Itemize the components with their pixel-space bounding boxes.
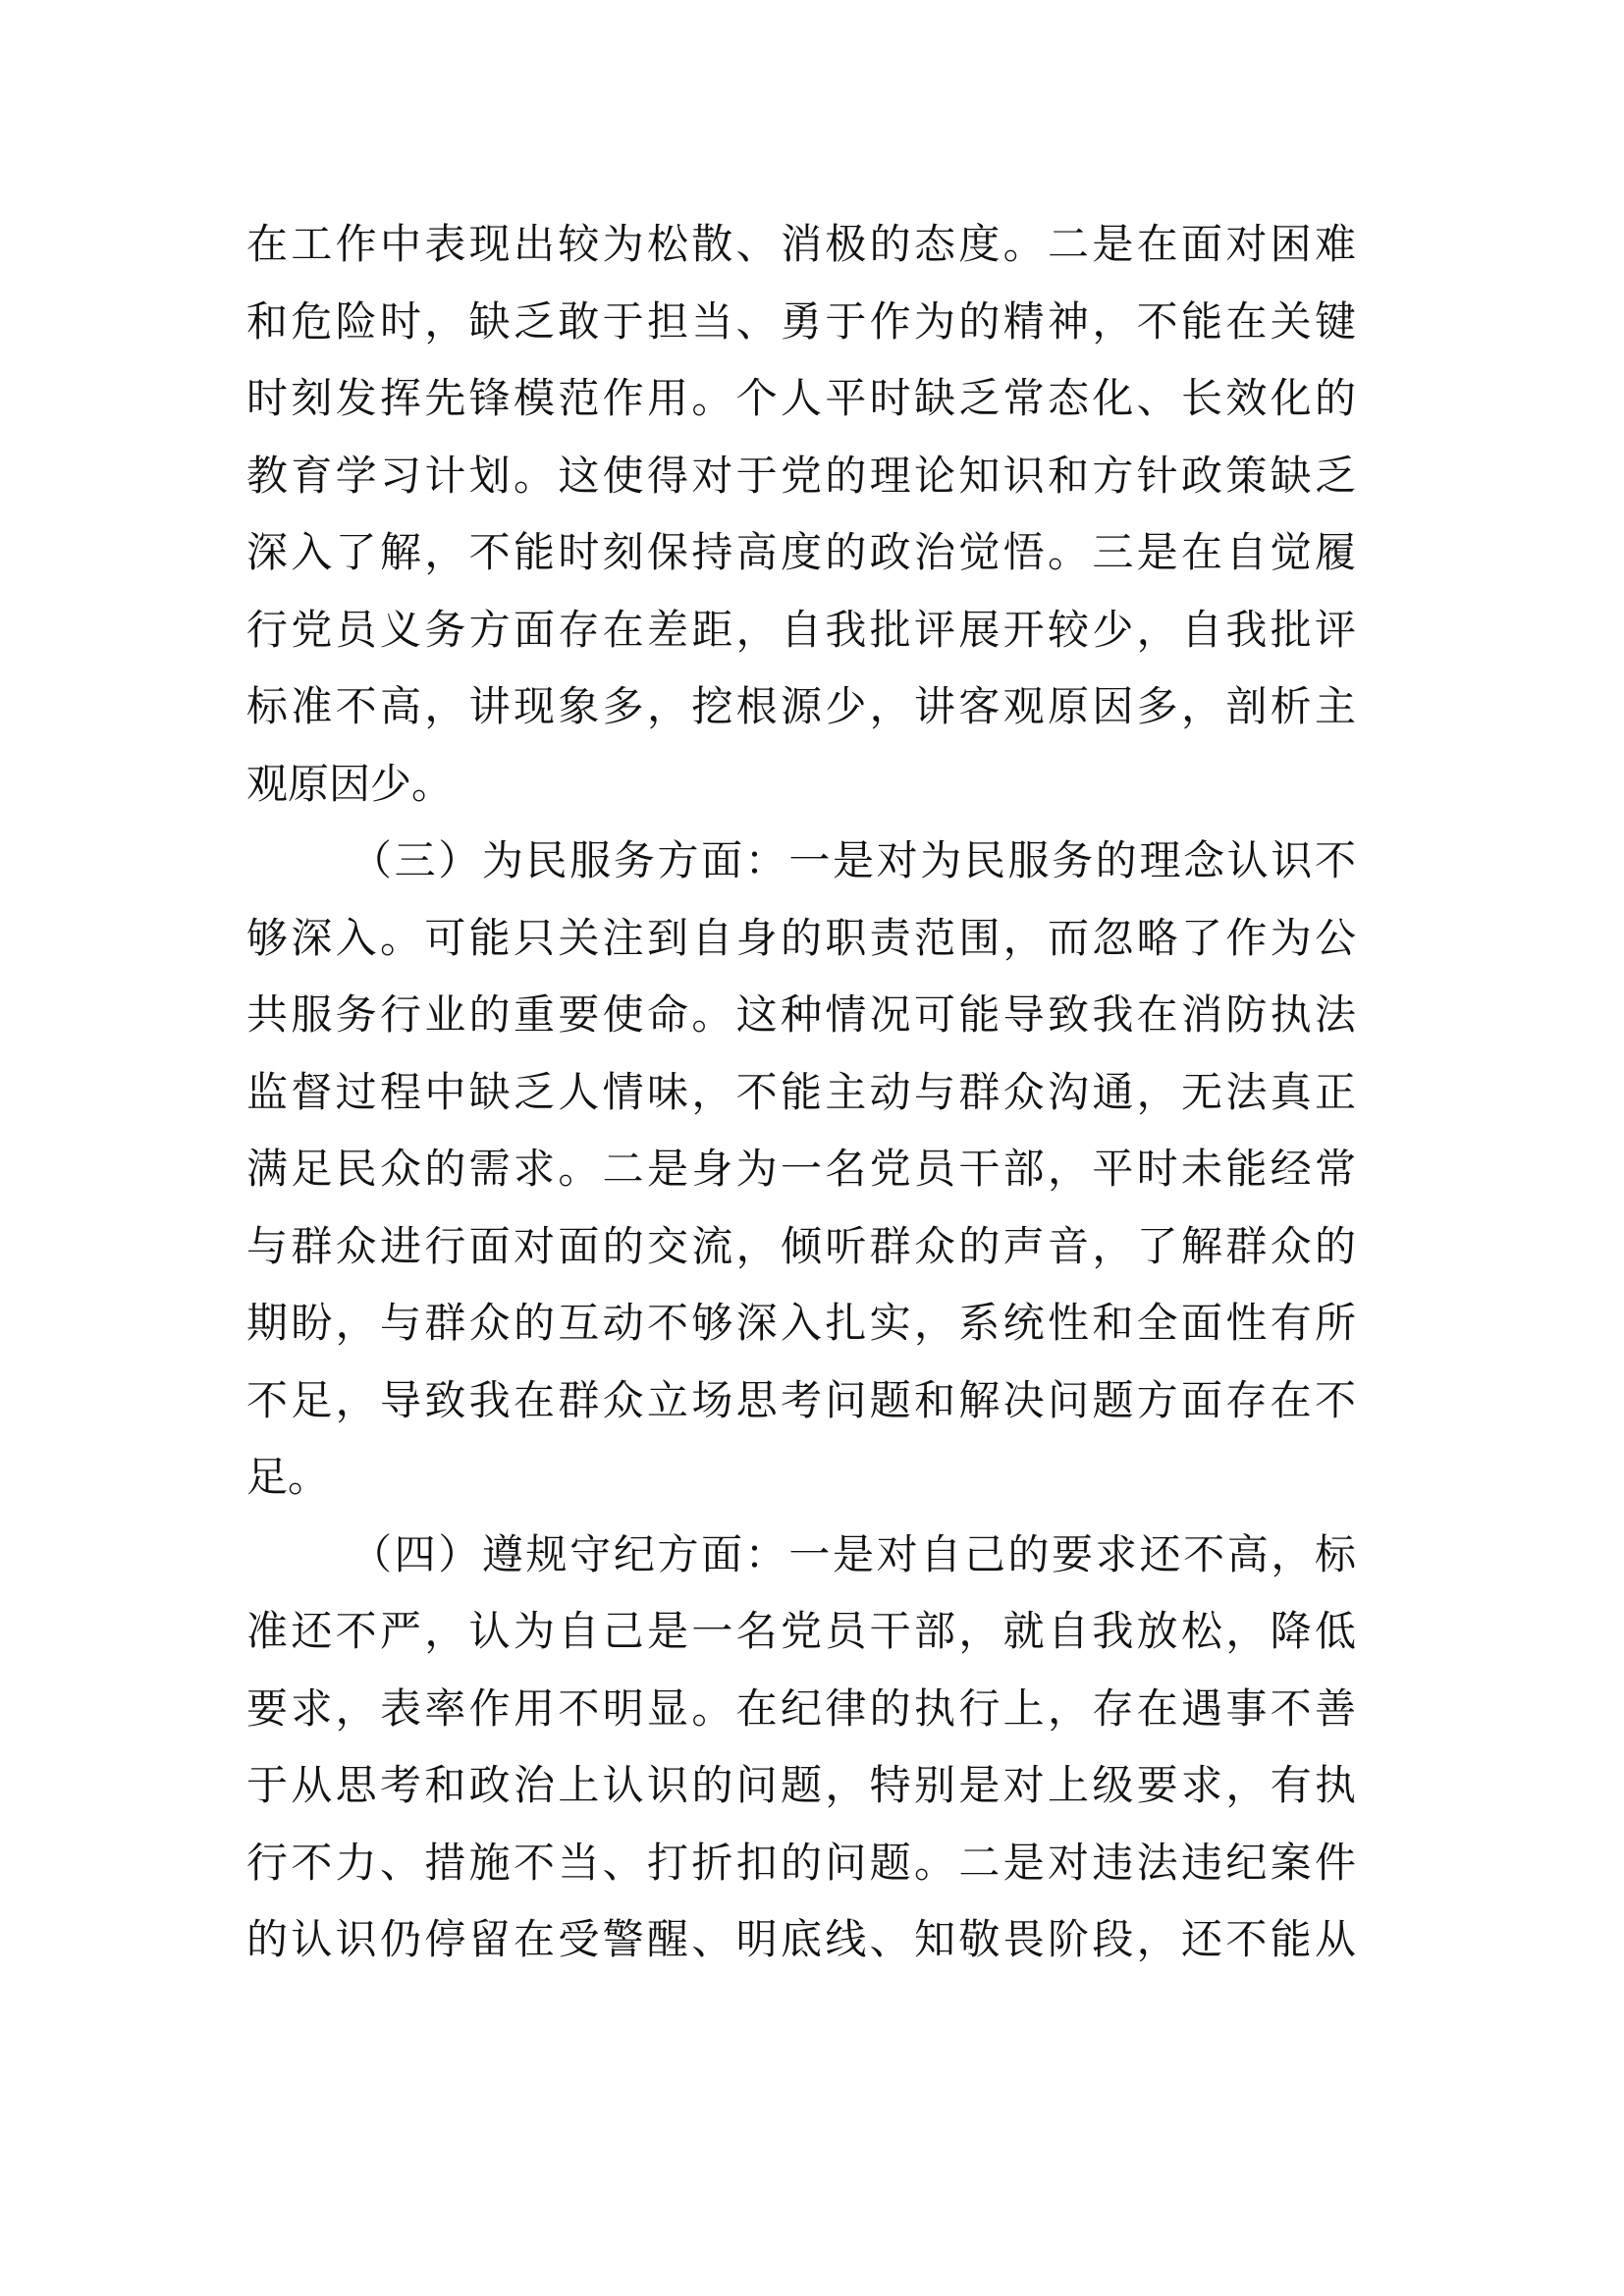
- text-line: 期盼，与群众的互动不够深入扎实，系统性和全面性有所: [246, 1299, 1356, 1347]
- text-line: 行不力、措施不当、打折扣的问题。二是对违法违纪案件: [246, 1838, 1356, 1887]
- text-line: 行党员义务方面存在差距，自我批评展开较少，自我批评: [246, 605, 1356, 654]
- paragraph-heading-line: （三）为民服务方面：一是对为民服务的理念认识不: [351, 836, 1356, 884]
- text-line: 深入了解，不能时刻保持高度的政治觉悟。三是在自觉履: [246, 528, 1356, 576]
- text-line: 共服务行业的重要使命。这种情况可能导致我在消防执法: [246, 990, 1356, 1039]
- text-line: 不足，导致我在群众立场思考问题和解决问题方面存在不: [246, 1375, 1356, 1424]
- text-line: 满足民众的需求。二是身为一名党员干部，平时未能经常: [246, 1145, 1356, 1193]
- paragraph-continuation: [246, 206, 1356, 823]
- text-line: 标准不高，讲现象多，挖根源少，讲客观原因多，剖析主: [246, 682, 1356, 730]
- paragraph-discipline: [246, 1517, 1356, 1979]
- text-line: 在工作中表现出较为松散、消极的态度。二是在面对困难: [246, 220, 1356, 268]
- text-line: 的认识仍停留在受警醒、明底线、知敬畏阶段，还不能从: [246, 1915, 1356, 1963]
- text-line: 教育学习计划。这使得对于党的理论知识和方针政策缺乏: [246, 451, 1356, 500]
- paragraph-heading-line: （四）遵规守纪方面：一是对自己的要求还不高，标: [351, 1529, 1356, 1578]
- text-line: 足。: [246, 1453, 330, 1501]
- text-line: 要求，表率作用不明显。在纪律的执行上，存在遇事不善: [246, 1683, 1356, 1733]
- text-line: 准还不严，认为自己是一名党员干部，就自我放松，降低: [246, 1607, 1356, 1655]
- text-line: 于从思考和政治上认识的问题，特别是对上级要求，有执: [246, 1761, 1356, 1809]
- text-line: 与群众进行面对面的交流，倾听群众的声音，了解群众的: [246, 1221, 1356, 1270]
- paragraph-service-to-people: [246, 823, 1356, 1517]
- text-line: 和危险时，缺乏敢于担当、勇于作为的精神，不能在关键: [246, 296, 1356, 346]
- text-line: 时刻发挥先锋模范作用。个人平时缺乏常态化、长效化的: [246, 374, 1356, 422]
- document-body: [246, 206, 1356, 1979]
- text-line: 够深入。可能只关注到自身的职责范围，而忽略了作为公: [246, 913, 1356, 962]
- text-line: 观原因少。: [246, 759, 454, 808]
- text-line: 监督过程中缺乏人情味，不能主动与群众沟通，无法真正: [246, 1067, 1356, 1116]
